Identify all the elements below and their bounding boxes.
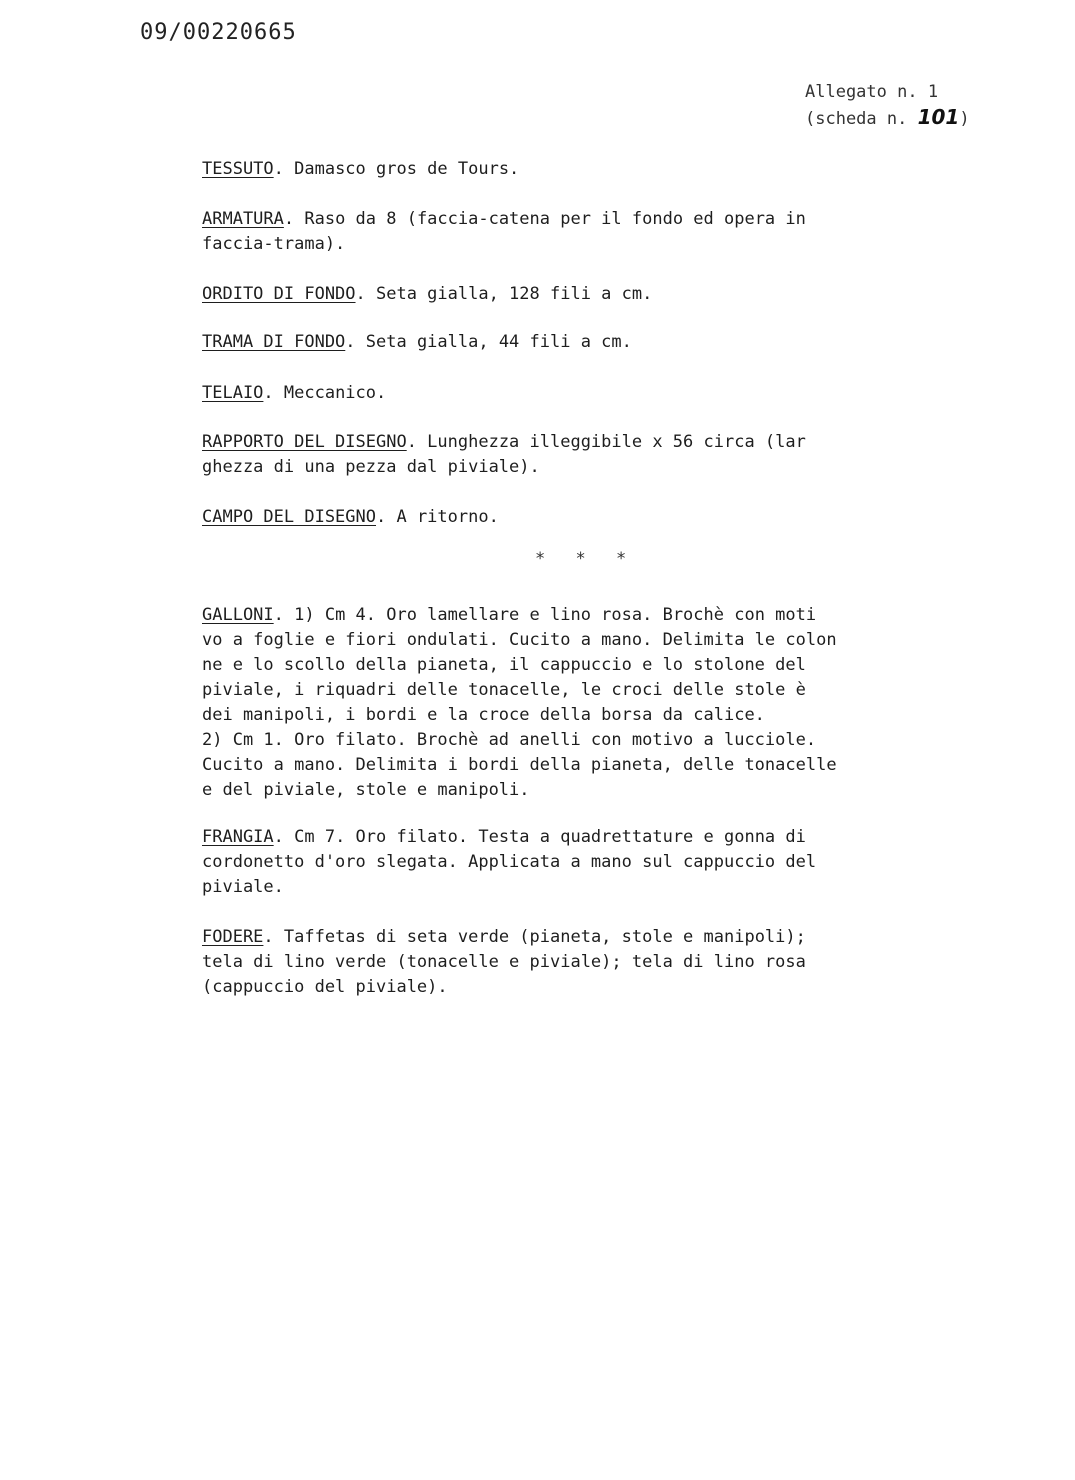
section-label: ORDITO DI FONDO: [202, 284, 356, 304]
section-trama-di-fondo: [202, 330, 992, 355]
section-label: RAPPORTO DEL DISEGNO: [202, 432, 407, 452]
section-separator: * * *: [535, 549, 637, 569]
section-fodere: [202, 925, 992, 1000]
section-label: FODERE: [202, 927, 264, 947]
section-label: TRAMA DI FONDO: [202, 332, 346, 352]
section-text: . Lunghezza illeggibile x 56 circa (lar: [406, 432, 806, 452]
section-text: . Meccanico.: [263, 383, 387, 403]
section-text: Cucito a mano. Delimita i bordi della pianeta, delle tonacelle: [202, 755, 837, 775]
document-code: 09/00220665: [140, 20, 297, 45]
section-text: . 1) Cm 4. Oro lamellare e lino rosa. Brochè con moti: [273, 605, 817, 625]
section-galloni: [202, 603, 992, 803]
section-label: CAMPO DEL DISEGNO: [202, 507, 376, 527]
section-text: . Cm 7. Oro filato. Testa a quadrettature e gonna di: [273, 827, 806, 847]
section-text: 2) Cm 1. Oro filato. Brochè ad anelli con motivo a lucciole.: [202, 730, 817, 750]
section-ordito-di-fondo: [202, 282, 992, 307]
section-text: piviale.: [202, 877, 284, 897]
scheda-prefix: (scheda n.: [805, 109, 918, 129]
attachment-header: [805, 80, 970, 132]
section-text: . A ritorno.: [376, 507, 499, 527]
section-text: faccia-trama).: [202, 234, 346, 254]
section-text: cordonetto d'oro slegata. Applicata a mano sul cappuccio del: [202, 852, 817, 872]
section-label: GALLONI: [202, 605, 274, 625]
section-text: ne e lo scollo della pianeta, il cappuccio e lo stolone del: [202, 655, 806, 675]
section-rapporto-del-disegno: [202, 430, 992, 480]
attachment-line: Allegato n. 1: [805, 82, 939, 102]
section-text: (cappuccio del piviale).: [202, 977, 448, 997]
section-text: piviale, i riquadri delle tonacelle, le croci delle stole è: [202, 680, 806, 700]
section-label: TESSUTO: [202, 159, 274, 179]
section-text: . Seta gialla, 44 fili a cm.: [345, 332, 632, 352]
scheda-line: [805, 105, 970, 132]
section-tessuto: [202, 157, 992, 182]
section-text: . Damasco gros de Tours.: [273, 159, 520, 179]
section-text: tela di lino verde (tonacelle e piviale); tela di lino rosa: [202, 952, 806, 972]
section-armatura: [202, 207, 992, 257]
scheda-number-handwritten: 101: [917, 105, 960, 129]
section-label: ARMATURA: [202, 209, 284, 229]
section-text: vo a foglie e fiori ondulati. Cucito a mano. Delimita le colon: [202, 630, 837, 650]
section-text: . Raso da 8 (faccia-catena per il fondo ed opera in: [283, 209, 806, 229]
section-label: TELAIO: [202, 383, 264, 403]
section-text: . Seta gialla, 128 fili a cm.: [355, 284, 653, 304]
section-campo-del-disegno: [202, 505, 992, 530]
section-text: ghezza di una pezza dal piviale).: [202, 457, 540, 477]
section-text: . Taffetas di seta verde (pianeta, stole e manipoli);: [263, 927, 806, 947]
scheda-suffix: ): [959, 109, 970, 129]
section-text: dei manipoli, i bordi e la croce della borsa da calice.: [202, 705, 765, 725]
section-text: e del piviale, stole e manipoli.: [202, 780, 530, 800]
section-telaio: [202, 381, 992, 406]
section-frangia: [202, 825, 992, 900]
section-label: FRANGIA: [202, 827, 274, 847]
